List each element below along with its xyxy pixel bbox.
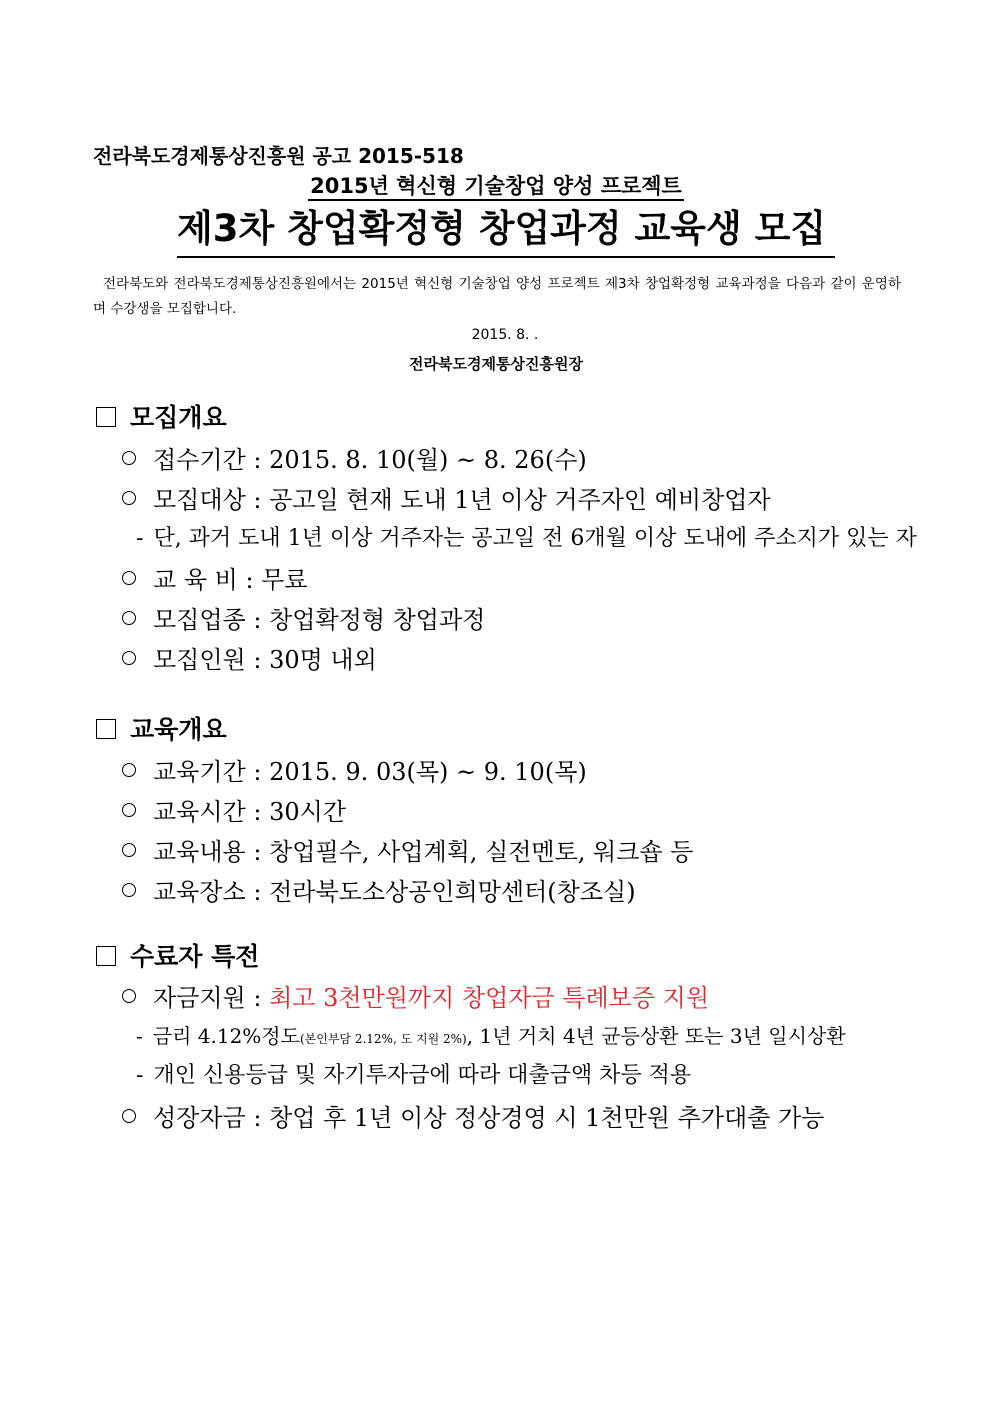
section-benefits-heading [96,937,259,973]
education-hours [122,792,346,827]
recruit-count-text: 모집인원 : 30명 내외 [153,646,377,674]
square-bullet-icon [96,407,116,427]
benefits-growth-text: 성장자금 : 창업 후 1년 이상 정상경영 시 1천만원 추가대출 가능 [153,1104,825,1132]
circle-bullet-icon [122,843,136,857]
education-content-text: 교육내용 : 창업필수, 사업계획, 실전멘토, 워크숍 등 [153,838,694,866]
section-recruit-title: 모집개요 [130,403,227,432]
benefits-credit-note: - 개인 신용등급 및 자기투자금에 따라 대출금액 차등 적용 [136,1063,692,1088]
signer: 전라북도경제통상진흥원장 [409,355,583,373]
section-recruit-heading [96,398,227,434]
recruit-target-text: 모집대상 : 공고일 현재 도내 1년 이상 거주자인 예비창업자 [153,486,771,514]
section-benefits-title: 수료자 특전 [130,942,260,971]
education-content [122,832,693,867]
benefits-rate: - 금리 4.12%정도(본인부담 2.12%, 도 지원 2%), 1년 거치 4년 균등상환 또는 3년 일시상환 [136,1024,846,1048]
benefits-rate-main: 금리 4.12%정도 [152,1024,300,1048]
intro-paragraph: 전라북도와 전라북도경제통상진흥원에서는 2015년 혁신형 기술창업 양성 프로젝트 제3차 창업확정형 교육과정을 다음과 같이 운영하며 수강생을 모집합니다. [93,276,901,317]
education-period [122,752,587,787]
recruit-target-note: - 단, 과거 도내 1년 이상 거주자는 공고일 전 6개월 이상 도내에 주소지가 있는 자 [136,526,917,551]
recruit-count [122,640,377,675]
circle-bullet-icon [122,883,136,897]
page-title: 제3차 창업확정형 창업과정 교육생 모집 [177,198,835,258]
section-education-title: 교육개요 [130,715,227,744]
recruit-fee-text: 교 육 비 : 무료 [153,566,308,594]
benefits-growth [122,1098,824,1133]
recruit-target [122,480,771,515]
benefits-rate-terms: , 1년 거치 4년 균등상환 또는 3년 일시상환 [466,1024,846,1048]
circle-bullet-icon [122,803,136,817]
notice-number: 전라북도경제통상진흥원 공고 2015-518 [93,144,464,168]
education-place-text: 교육장소 : 전라북도소상공인희망센터(창조실) [153,878,636,906]
benefits-fund [122,978,709,1013]
recruit-fee [122,560,308,595]
education-period-text: 교육기간 : 2015. 9. 03(목) ~ 9. 10(목) [153,758,587,786]
recruit-field-text: 모집업종 : 창업확정형 창업과정 [153,606,486,634]
circle-bullet-icon [122,611,136,625]
circle-bullet-icon [122,571,136,585]
section-education-heading [96,710,227,746]
education-place [122,872,636,907]
recruit-period [122,440,587,475]
circle-bullet-icon [122,763,136,777]
square-bullet-icon [96,946,116,966]
education-hours-text: 교육시간 : 30시간 [153,798,346,826]
recruit-target-note-text: 단, 과거 도내 1년 이상 거주자는 공고일 전 6개월 이상 도내에 주소지가 있는 자 [153,526,917,551]
benefits-fund-value: 최고 3천만원까지 창업자금 특례보증 지원 [269,984,710,1012]
recruit-period-text: 접수기간 : 2015. 8. 10(월) ~ 8. 26(수) [153,446,587,474]
circle-bullet-icon [122,651,136,665]
benefits-fund-label: 자금지원 : [153,984,262,1012]
project-subtitle [0,170,992,200]
recruit-field [122,600,485,635]
circle-bullet-icon [122,451,136,465]
square-bullet-icon [96,719,116,739]
announcement-date: 2015. 8. . [471,327,539,343]
project-subtitle-text: 2015년 혁신형 기술창업 양성 프로젝트 [308,174,684,201]
circle-bullet-icon [122,1109,136,1123]
circle-bullet-icon [122,989,136,1003]
benefits-rate-detail: (본인부담 2.12%, 도 지원 2%) [299,1032,467,1046]
benefits-credit-note-text: 개인 신용등급 및 자기투자금에 따라 대출금액 차등 적용 [153,1063,692,1088]
circle-bullet-icon [122,491,136,505]
